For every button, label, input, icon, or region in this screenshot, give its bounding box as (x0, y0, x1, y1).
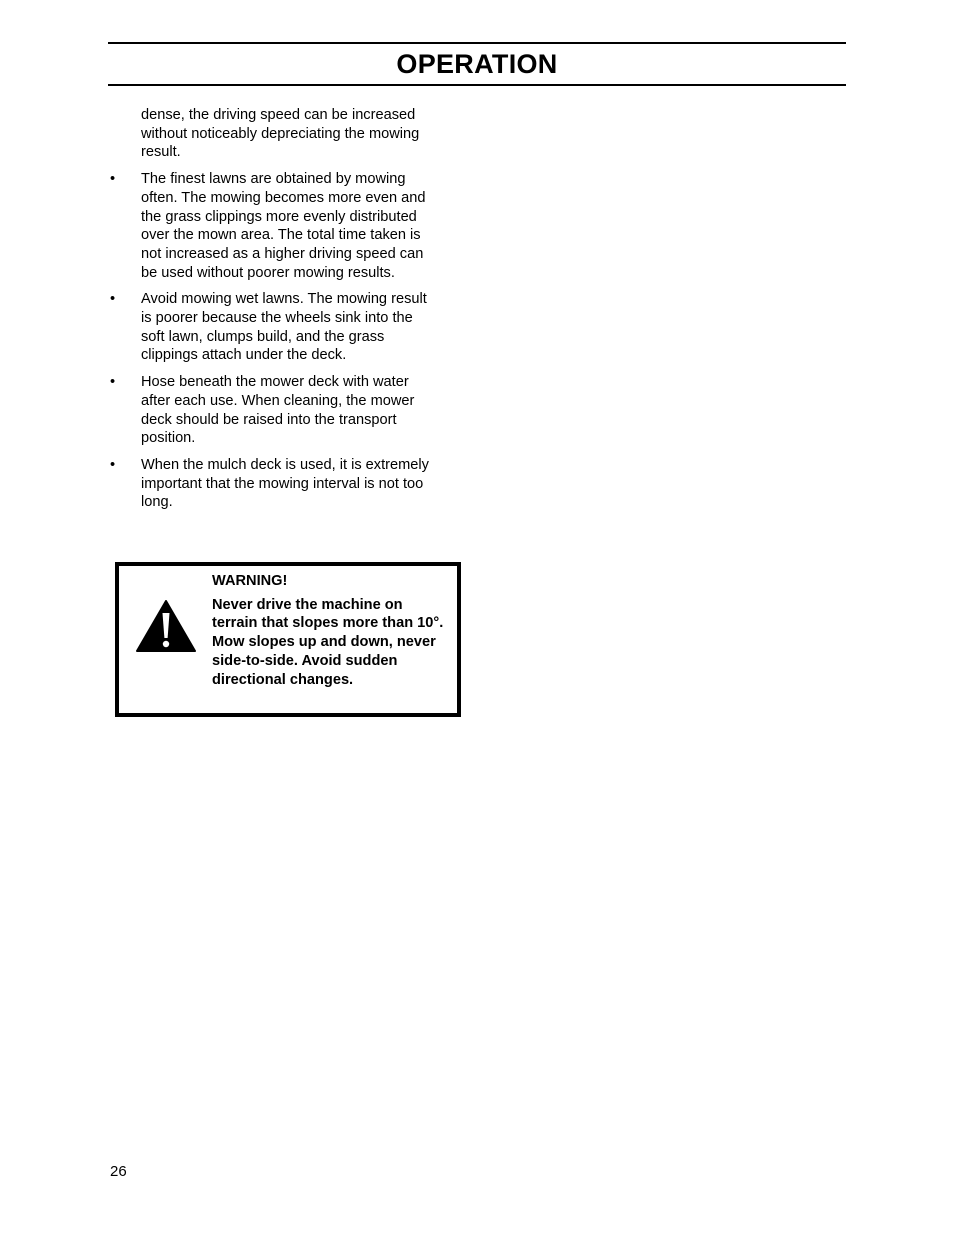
warning-triangle-icon (135, 599, 197, 653)
page-title: OPERATION (396, 49, 558, 79)
page-number: 26 (110, 1163, 127, 1180)
list-item-text: When the mulch deck is used, it is extremely important that the mowing interval is not too long. (141, 456, 429, 511)
list-item-text: Avoid mowing wet lawns. The mowing result is poorer because the wheels sink into the soft lawn, clumps build, and the grass clippings attach under the deck. (141, 291, 427, 364)
bullet-icon: • (110, 171, 116, 188)
warning-title: WARNING! (212, 573, 288, 589)
list-item (110, 290, 430, 365)
list-item (110, 456, 430, 512)
bullet-icon: • (110, 456, 116, 473)
page-header (108, 42, 846, 86)
list-item (110, 373, 430, 448)
continued-paragraph: dense, the driving speed can be increased without noticeably depreciating the mowing result. (141, 107, 420, 161)
list-item-text: The finest lawns are obtained by mowing often. The mowing becomes more even and the grass clippings more evenly distributed over the mown area. The total time taken is not increased as a higher driving speed can be used without poorer mowing results. (141, 171, 426, 281)
bullet-icon: • (110, 374, 116, 391)
warning-line: Never drive the machine on terrain that slopes more than 10°. (212, 596, 444, 632)
warning-line: Mow slopes up and down, never side-to-side. Avoid sudden directional changes. (212, 634, 436, 688)
list-item (110, 170, 430, 282)
list-item-text: Hose beneath the mower deck with water after each use. When cleaning, the mower deck should be raised into the transport position. (141, 374, 415, 447)
tips-list (110, 170, 430, 512)
warning-box (115, 562, 461, 717)
text-column (110, 106, 430, 520)
bullet-icon: • (110, 291, 116, 308)
warning-text (212, 572, 452, 689)
